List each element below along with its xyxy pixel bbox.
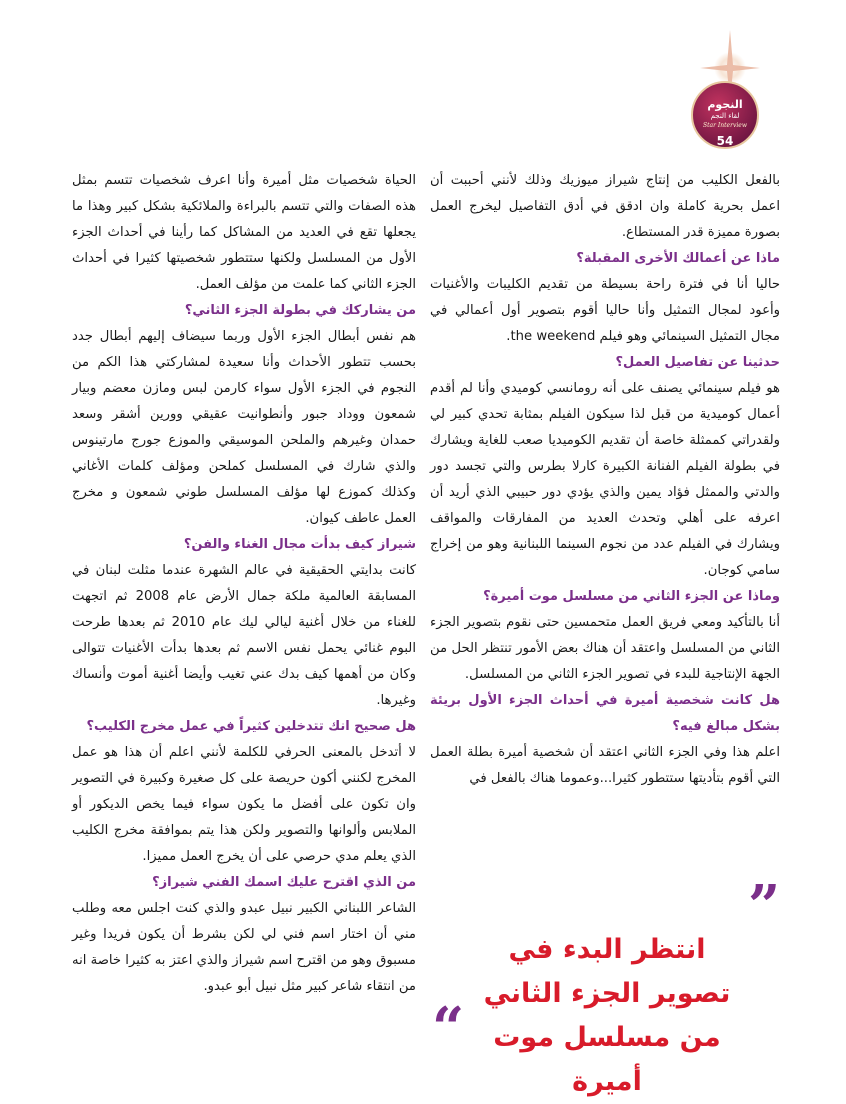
paragraph: الشاعر اللبناني الكبير نبيل عبدو والذي كنت اجلس معه وطلب مني أن اختار اسم فني لي لكن بشرط أن يكون فريدا وغير مسبوق وهو من اقترح اسم شيراز والذي اعتز به كثيرا خاصة انه من انتقاء شاعر كبير مثل نبيل أبو عبدو.	[72, 901, 416, 994]
question-heading: شيراز كيف بدأت مجال الغناء والفن؟	[183, 537, 416, 552]
paragraph: أنا بالتأكيد ومعي فريق العمل متحمسين حتى نقوم بتصوير الجزء الثاني من المسلسل واعتقد أن هناك بعض الأمور تنتظر الحل من الجهة الإنتاجية للبدء في تصوير الجزء الثاني من المسلسل.	[430, 615, 780, 682]
logo-subtitle-en: Star Interview	[703, 122, 747, 129]
paragraph: هو فيلم سينمائي يصنف على أنه رومانسي كوميدي وأنا لم أقدم أعمال كوميدية من قبل لذا سيكون الفيلم بمثابة تحدي كبير لي ولقدراتي كممثلة خاصة أن تقديم الكوميديا صعب للغاية ويشارك في بطولة الفيلم الفنانة الكبيرة كارلا بطرس والتي تجسد دور والدتي والممثل فؤاد يمين والذي يؤدي دور حبيبي الذي أريد أن اعرفه على أهلي وتحدث العديد من المفارقات والمواقف ويشارك في الفيلم عدد من نجوم السينما اللبنانية وهو من إخراج سامي كوجان.	[430, 381, 780, 578]
paragraph: لا أتدخل بالمعنى الحرفي للكلمة لأنني اعلم أن هذا هو عمل المخرج لكنني أكون حريصة على كل صغيرة وكبيرة في التصوير وان تكون على أفضل ما يكون سواء فيما يخص الديكور أو الملابس وألوانها والتصوير ولكن هذا يتم بموافقة مخرج الكليب الذي يعلم مدي حرصي على أن يخرج العمل مميزا.	[72, 745, 416, 864]
question-heading: من يشاركك في بطولة الجزء الثاني؟	[184, 303, 416, 318]
quote-open-mark: ”	[748, 873, 781, 939]
question-heading: هل كانت شخصية أميرة في أحداث الجزء الأول بريئة بشكل مبالغ فيه؟	[430, 693, 780, 734]
paragraph: حاليا أنا في فترة راحة بسيطة من تقديم الكليبات والأغنيات وأعود لمجال التمثيل وأنا حاليا أقوم بتصوير أول أعمالي في مجال التمثيل السينمائي وهو فيلم the weekend.	[430, 277, 780, 344]
article-column-left	[72, 168, 416, 1000]
quote-close-mark: “	[432, 995, 465, 1061]
page-number: 54	[716, 134, 734, 148]
question-heading: حدثينا عن تفاصيل العمل؟	[615, 355, 780, 370]
paragraph: كانت بدايتي الحقيقية في عالم الشهرة عندما مثلت لبنان في المسابقة العالمية ملكة جمال الأرض عام 2008 ثم اتجهت للغناء من خلال أغنية ليالي ليك عام 2010 ثم بعدها طرحت البوم غنائي يحمل نفس الاسم ثم بعدها بدأت الأغنيات تتوالى وكان من أهمها كيف بدك عني تغيب وأيضا أغنية أموت وأنساك وغيرها.	[72, 563, 416, 708]
question-heading: هل صحيح انك تتدخلين كثيراً في عمل مخرج الكليب؟	[86, 719, 416, 734]
paragraph: هم نفس أبطال الجزء الأول وربما سيضاف إليهم أبطال جدد بحسب تتطور الأحداث وأنا سعيدة لمشاركتي هذا الكم من النجوم في الجزء الأول سواء كارمن لبس ومازن معضم وبيار شمعون ووداد جبور وأنطوانيت عقيقي وورين أشقر وسعد حمدان وغيرهم والملحن الموسيقي والموزع جورج مارتينوس والذي شارك في المسلسل كملحن ومؤلف كلمات الأغاني وكذلك كموزع لها مؤلف المسلسل طوني شمعون و مخرج العمل عاطف كيوان.	[72, 329, 416, 526]
logo-title: النجوم	[707, 98, 743, 111]
question-heading: ماذا عن أعمالك الأخرى المقبلة؟	[576, 251, 780, 266]
question-heading: من الذي اقترح عليك اسمك الفني شيراز؟	[152, 875, 416, 890]
paragraph: الحياة شخصيات مثل أميرة وأنا اعرف شخصيات تتسم بمثل هذه الصفات والتي تتسم بالبراءة والملائكية بشكل كبير وهذا ما يجعلها تقع في العديد من المشاكل كما رأينا في أحداث الجزء الأول من المسلسل ولكنها ستتطور شخصيتها كثيرا في أحداث الجزء الثاني كما علمت من مؤلف العمل.	[72, 173, 416, 292]
article-column-right	[430, 168, 780, 792]
logo-subtitle: لقاء النجم	[710, 112, 740, 120]
paragraph: بالفعل الكليب من إنتاج شيراز ميوزيك وذلك لأنني أحببت أن اعمل بحرية كاملة وان ادقق في أدق التفاصيل ليخرج العمل بصورة مميزة قدر المستطاع.	[430, 173, 780, 240]
question-heading: وماذا عن الجزء الثاني من مسلسل موت أميرة؟	[483, 589, 780, 604]
pull-quote: انتظر البدء في تصوير الجزء الثاني من مسلسل موت أميرة	[483, 934, 731, 1097]
paragraph: اعلم هذا وفي الجزء الثاني اعتقد أن شخصية أميرة بطلة العمل التي أقوم بتأديتها ستتطور كثيرا...وعموما هناك بالفعل في	[430, 745, 780, 786]
